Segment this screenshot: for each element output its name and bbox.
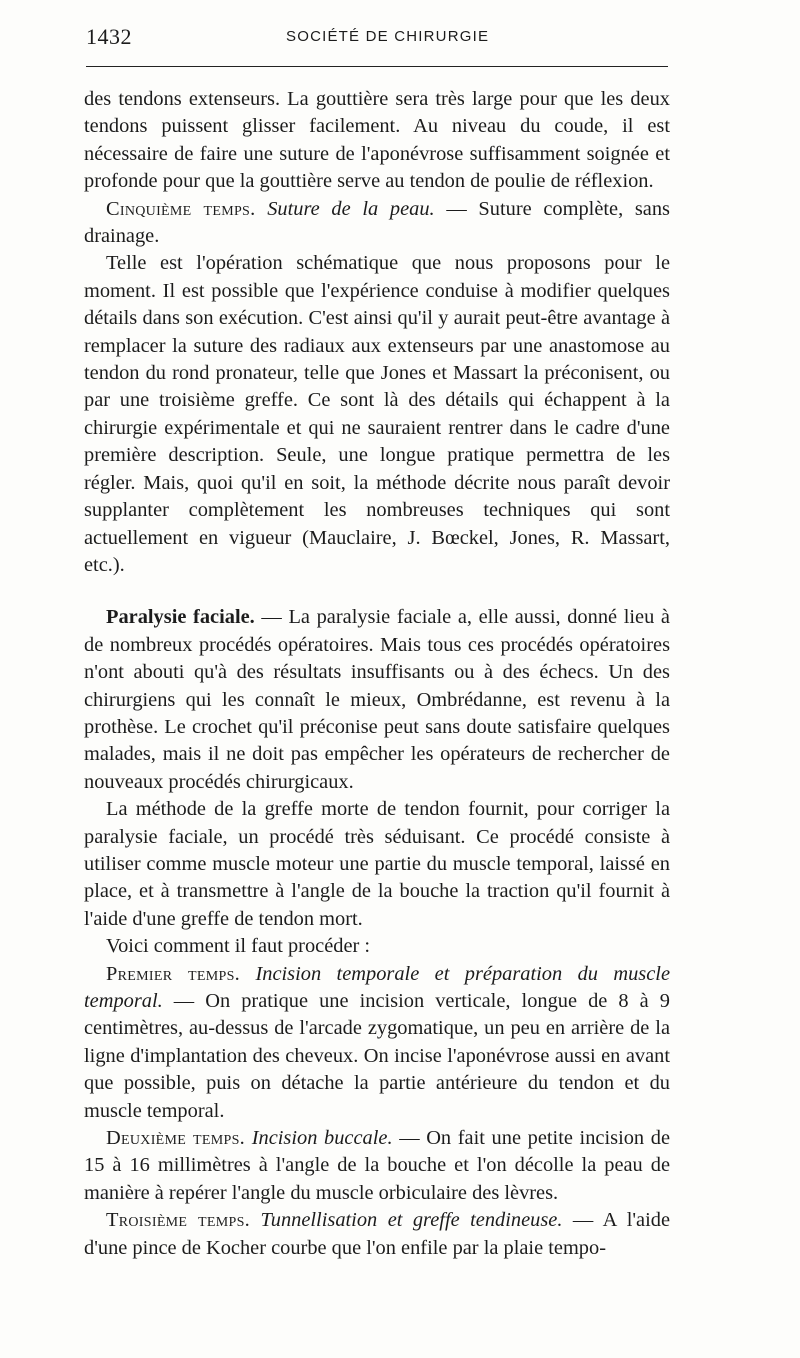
header-rule (86, 66, 668, 67)
step-title-3: Tunnellisation et greffe tendineuse. (260, 1209, 563, 1232)
page-header (86, 22, 668, 52)
paragraph-4 (84, 604, 670, 796)
step-title-2: Incision buccale. (251, 1127, 393, 1150)
paragraph-3: Telle est l'opération schématique que nous proposons pour le moment. Il est possible que l'expérience conduise à modifier quelques détails dans son exécution. C'est ainsi qu'il y aurait peut-être avantage à remplacer la suture des radiaux aux extenseurs par une anastomose au tendon du rond pronateur, telle que Jones et Massart la préconisent, ou par une troisième greffe. Ce sont là des détails qui échappent à la chirurgie expérimentale et qui ne sauraient rentrer dans le cadre d'une première description. Seule, une longue pratique permettra de les régler. Mais, quoi qu'il en soit, la méthode décrite nous paraît devoir supplanter complètement les nombreuses techniques qui sont actuellement en vigueur (Mauclaire, J. Bœckel, Jones, R. Massart, etc.). (84, 252, 670, 576)
running-title: SOCIÉTÉ DE CHIRURGIE (286, 28, 490, 45)
paragraph-7 (84, 961, 670, 1125)
paragraph-9 (84, 1207, 670, 1262)
page-number: 1432 (86, 24, 132, 49)
step-title-1: Incision temporale et préparation du muscle temporal. (84, 962, 670, 1012)
step-label-1: Premier temps. (106, 962, 241, 985)
step-text-2: — On fait une petite incision de 15 à 16 millimètres à l'angle de la bouche et l'on décolle la peau de manière à repérer l'angle du muscle orbiculaire des lèvres. (84, 1127, 670, 1204)
section-heading: Paralysie faciale. (106, 606, 255, 629)
paragraph-2 (84, 196, 670, 251)
step-text-3: — A l'aide d'une pince de Kocher courbe que l'on enfile par la plaie tempo- (84, 1209, 670, 1259)
paragraph-6: Voici comment il faut procéder : (106, 935, 371, 958)
step-text-5: — Suture complète, sans drainage. (84, 197, 670, 248)
step-title-5: Suture de la peau. (267, 197, 435, 220)
paragraph-1: des tendons extenseurs. La gouttière sera très large pour que les deux tendons puissent glisser facilement. Au niveau du coude, il est nécessaire de faire une suture de l'aponévrose suffisamment soignée et profonde pour que la gouttière serve au tendon de poulie de réflexion. (84, 88, 670, 193)
step-label-5: Cinquième temps. (106, 197, 256, 220)
section-gap (84, 579, 670, 604)
paragraph-5: La méthode de la greffe morte de tendon fournit, pour corriger la paralysie faciale, un procédé très séduisant. Ce procédé consiste à utiliser comme muscle moteur une partie du muscle temporal, laissé en place, et à transmettre à l'angle de la bouche la traction qu'il fournit à l'aide d'une greffe de tendon mort. (84, 798, 670, 930)
step-text-1: — On pratique une incision verticale, longue de 8 à 9 centimètres, au-dessus de l'arcade zygomatique, un peu en arrière de la ligne d'implantation des cheveux. On incise l'aponévrose aussi en avant que possible, puis on détache la partie antérieure du tendon et du muscle temporal. (84, 990, 670, 1122)
section-intro: — La paralysie faciale a, elle aussi, donné lieu à de nombreux procédés opératoires. Mais tous ces procédés opératoires n'ont abouti qu'à des résultats insuffisants ou à des échecs. Un des chirurgiens qui les connaît le mieux, Ombrédanne, est revenu à la prothèse. Le crochet qu'il préconise peut sans doute satisfaire quelques malades, mais il ne doit pas empêcher les opérateurs de rechercher de nouveaux procédés chirurgicaux. (84, 606, 670, 793)
body-text (84, 86, 670, 1262)
step-label-2: Deuxième temps. (106, 1127, 246, 1150)
step-label-3: Troisième temps. (106, 1209, 251, 1232)
paragraph-8 (84, 1125, 670, 1207)
